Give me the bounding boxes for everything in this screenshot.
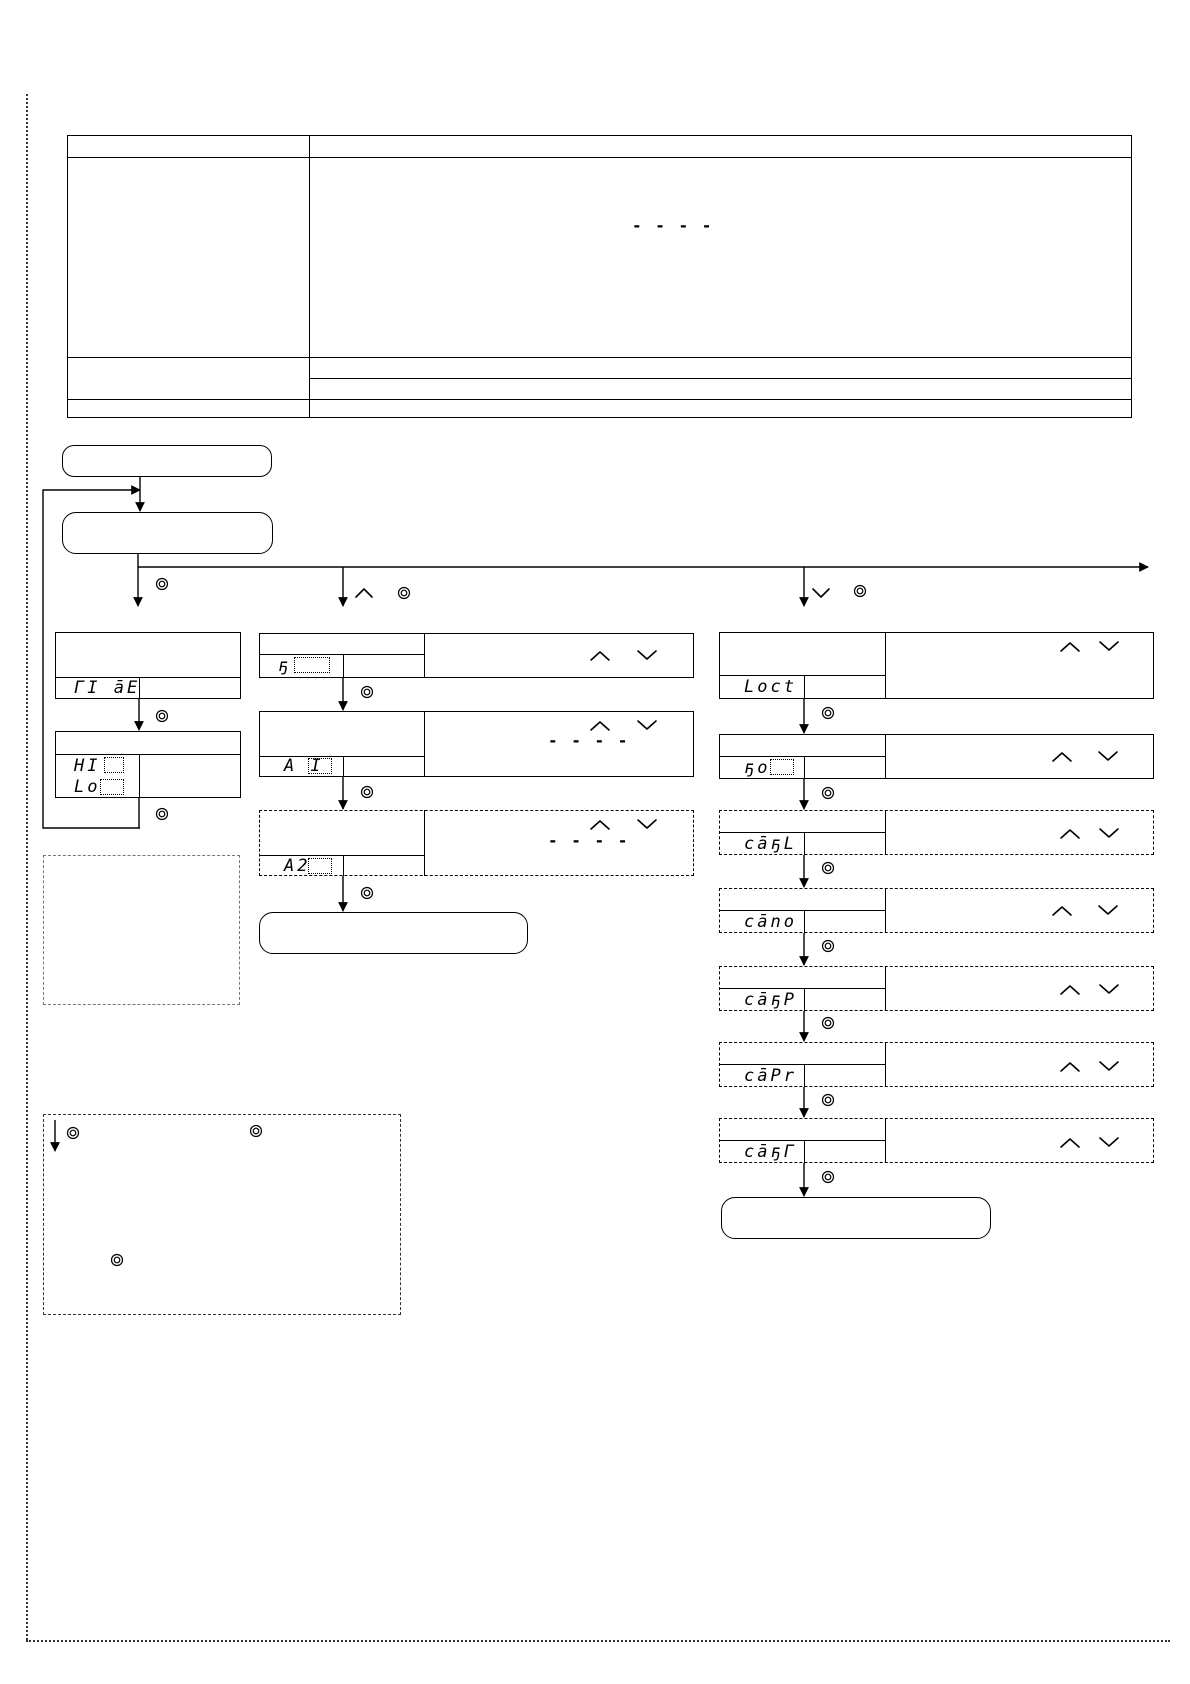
ring-key-icon [823,1172,834,1183]
a2-display: A2 [284,856,311,876]
cmno-display: cāno [744,912,797,932]
table-row-divider [67,157,1132,158]
table-frame [67,135,1132,418]
blank-digit-icon [770,759,794,775]
lo-display: Lo [74,777,101,797]
table-row-divider [67,399,1132,400]
start-state-box [62,445,272,477]
ring-key-icon [823,788,834,799]
end-state-box-right [721,1197,991,1239]
ring-key-icon [157,809,168,820]
page-border-bottom [26,1640,1170,1642]
cmsl-display: cāҕL [744,834,797,854]
ring-key-icon [823,941,834,952]
a1-display: A I [284,756,324,776]
cmst-display: cāҕΓ [744,1142,797,1162]
down-chevron-icon [813,589,829,597]
ring-key-icon [362,888,373,899]
ring-key-icon [823,1095,834,1106]
page-border-left [26,94,28,1640]
end-state-box-mid [259,912,528,954]
a2-dash-mark: - - - - [548,831,630,850]
lock-display: Loct [744,677,797,697]
blank-digit-icon [308,858,332,874]
ring-key-icon [823,1018,834,1029]
table-row-divider [67,357,1132,358]
ring-key-icon [362,687,373,698]
ring-key-icon [157,711,168,722]
s-display: ҕ [278,656,292,676]
blank-digit-icon [294,657,330,673]
ring-key-icon [157,579,168,590]
ring-key-icon [855,586,866,597]
bottom-note-box [43,1114,401,1315]
up-chevron-icon [356,589,372,597]
mode-state-box [62,512,273,554]
time-display: ΓI āE [74,678,141,698]
hi-display: HI [74,756,101,776]
ring-key-icon [823,708,834,719]
ring-key-icon [362,787,373,798]
table-row-divider [309,378,1132,379]
a1-dash-mark: - - - - [548,731,630,750]
blank-digit-icon [100,779,124,795]
table-col-divider [309,135,310,418]
blank-digit-icon [104,757,124,773]
so-display: ҕo [744,758,771,778]
ring-key-icon [823,863,834,874]
cmpr-display: cāPr [744,1066,797,1086]
cmsp-display: cāҕP [744,990,797,1010]
left-note-box [43,855,240,1005]
table-dash-mark: - - - - [632,216,714,235]
ring-key-icon [399,588,410,599]
blank-digit-icon [308,758,332,774]
